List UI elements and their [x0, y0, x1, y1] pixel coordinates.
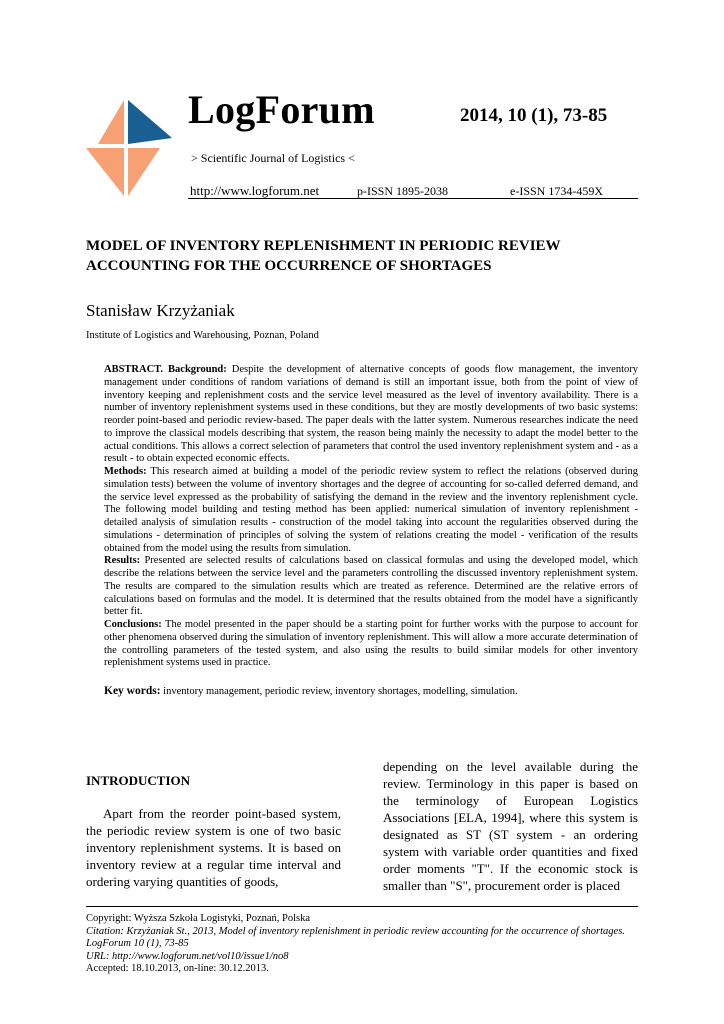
keywords-label: Key words: [104, 685, 161, 697]
results-label: Results: [104, 555, 141, 567]
logo-left-triangle [86, 148, 124, 196]
background-label: Background: [168, 364, 227, 375]
header-divider [188, 198, 638, 199]
e-issn: e-ISSN 1734-459X [510, 184, 603, 198]
results-text: Presented are selected results of calculations based on classical formulas and using the developed model, which describe the relations between the service level and the parameters controlling the discussed inventory replenishment system. The results are compared to the simulation results which are treated as reference. Determined are the relative errors of calculations based on formulas and the model. It is determined that the results obtained from the model have a significantly better fit. [104, 555, 638, 618]
logo-top-triangle [98, 100, 124, 144]
journal-tagline: > Scientific Journal of Logistics < [191, 151, 355, 165]
footer [86, 913, 641, 976]
logo-bottom-triangle [128, 148, 160, 196]
copyright: Copyright: Wyższa Szkoła Logistyki, Poznań, Polska [86, 913, 311, 924]
abstract-conclusions [104, 619, 638, 670]
logo-right-triangle [128, 100, 172, 144]
conclusions-text: The model presented in the paper should be a starting point for further works with the purpose to account for other phenomena observed during the simulation of inventory replenishment. This will allow a more accurate determination of the controlling parameters of the tested system, and also using the results to build similar models for other inventory replenishment systems used in practice. [104, 619, 638, 669]
journal-url[interactable]: http://www.logforum.net [190, 183, 320, 198]
abstract-background [104, 364, 638, 466]
article-url[interactable]: URL: http://www.logforum.net/vol10/issue1/no8 [86, 950, 289, 962]
p-issn: p-ISSN 1895-2038 [357, 184, 449, 198]
author-affiliation: Institute of Logistics and Warehousing, Poznan, Poland [86, 330, 319, 341]
body-left-column: Apart from the reorder point-based system, the periodic review system is one of two basic inventory replenishment systems. It is based on inventory review at a regular time interval and ordering varying quantities of goods, [86, 806, 341, 889]
issue-info: 2014, 10 (1), 73-85 [460, 105, 608, 126]
keywords [104, 685, 644, 697]
conclusions-label: Conclusions: [104, 619, 162, 630]
abstract [104, 364, 638, 670]
journal-brand: LogForum [188, 87, 375, 132]
abstract-methods [104, 466, 638, 555]
article-title: MODEL OF INVENTORY REPLENISHMENT IN PERIODIC REVIEW ACCOUNTING FOR THE OCCURRENCE OF SHORTAGES [86, 238, 561, 274]
footer-divider [86, 906, 638, 907]
keywords-text: inventory management, periodic review, inventory shortages, modelling, simulation. [160, 686, 518, 697]
logforum-logo [84, 98, 174, 198]
citation: Citation: Krzyżaniak St., 2013, Model of inventory replenishment in periodic review accounting for the occurrence of shortages. LogForum 10 (1), 73-85 [86, 925, 625, 949]
accepted-dates: Accepted: 18.10.2013, on-line: 30.12.2013. [86, 963, 269, 974]
background-text: Despite the development of alternative concepts of goods flow management, the inventory management under conditions of random variations of demand is still an important issue, both from the point of view of inventory keeping and replenishment costs and the service level measured as the level of inventory availability. There is a number of inventory replenishment systems used in these conditions, but they are mostly developments of two basic systems: reorder point-based and periodic review-based. The paper deals with the latter system. Numerous researches indicate the need to improve the classical models describing that system, the reason being mainly the necessity to adapt the model better to the actual conditions. This allows a correct selection of parameters that control the used inventory replenishment system and - as a result - to obtain expected economic effects. [104, 364, 639, 465]
introduction-heading: INTRODUCTION [86, 773, 191, 788]
abstract-label: ABSTRACT. [104, 364, 164, 375]
methods-label: Methods: [104, 466, 147, 477]
body-right-column: depending on the level available during the review. Terminology in this paper is based on the terminology of European Logistics Associations [ELA, 1994], where this system is designated as ST (ST system - an ordering system with variable order quantities and fixed order moments "T". If the economic stock is smaller than "S", procurement order is placed [383, 759, 638, 893]
methods-text: This research aimed at building a model of the periodic review system to reflect the relations (observed during simulation tests) between the volume of inventory shortages and the degree of accounting for so-called deferred demand, and the service level expressed as the probability of satisfying the demand in the review and the inventory replenishment cycle. The following model building and testing method has been applied: numerical simulation of inventory replenishment - detailed analysis of simulation results - construction of the model taking into account the regularities observed during the simulations - determination of principles of solving the system of relations creating the model - verification of the results obtained from the model using the results from simulation. [104, 466, 638, 554]
abstract-results [104, 555, 638, 619]
article-author: Stanisław Krzyżaniak [86, 301, 235, 320]
